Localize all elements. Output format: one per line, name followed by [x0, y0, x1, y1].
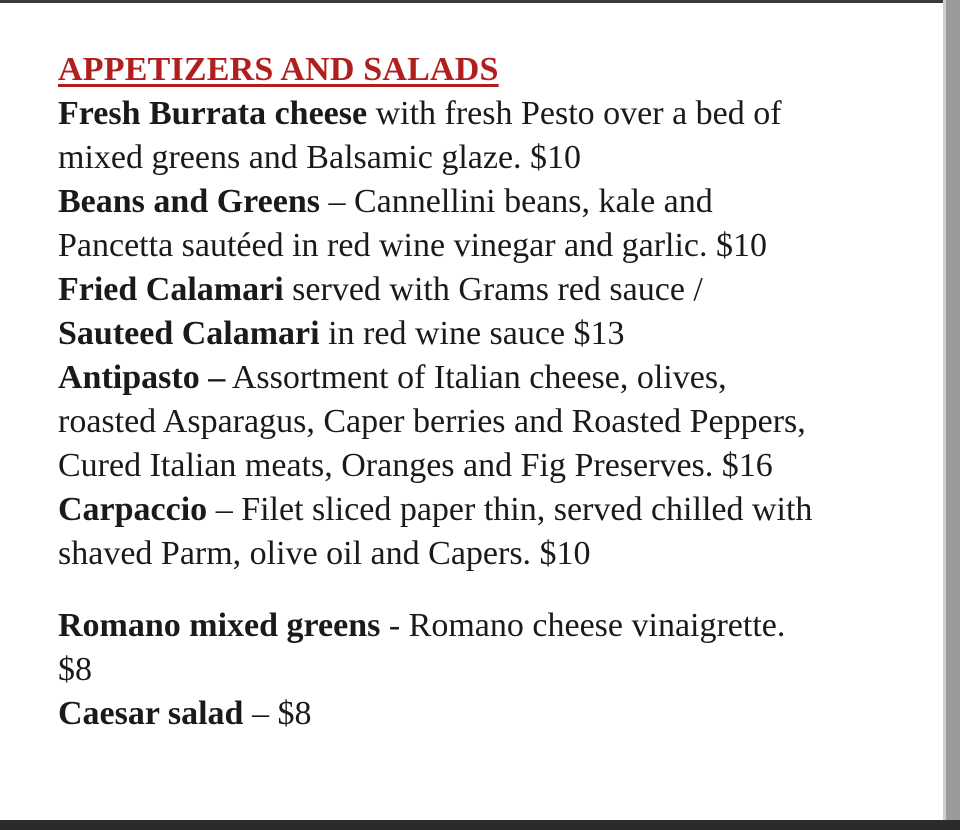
menu-line [58, 268, 918, 312]
menu-line [58, 312, 918, 356]
menu-line [58, 488, 918, 532]
item-name: Sauteed Calamari [58, 315, 320, 352]
item-description: roasted Asparagus, Caper berries and Roasted Peppers, [58, 403, 806, 440]
item-description: – Filet sliced paper thin, served chilled with [207, 491, 813, 528]
section-spacer [58, 576, 918, 604]
menu-page [58, 48, 918, 736]
menu-line [58, 400, 918, 444]
item-name: Carpaccio [58, 491, 208, 528]
item-description: shaved Parm, olive oil and Capers. $10 [58, 535, 591, 572]
menu-line [58, 532, 918, 576]
item-description: - Romano cheese vinaigrette. [380, 607, 786, 644]
menu-line [58, 648, 918, 692]
item-description: served with Grams red sauce / [283, 271, 703, 308]
menu-line [58, 356, 918, 400]
item-name: Fresh Burrata cheese [58, 95, 368, 132]
item-description: – $8 [243, 695, 312, 732]
appetizer-list [58, 92, 918, 576]
right-scroll-edge [946, 0, 960, 830]
section-heading: APPETIZERS AND SALADS [58, 51, 499, 88]
menu-line [58, 604, 918, 648]
menu-line [58, 92, 918, 136]
item-name: Antipasto – [58, 359, 226, 396]
item-name: Romano mixed greens [58, 607, 381, 644]
top-border [0, 0, 960, 3]
bottom-border [0, 820, 960, 830]
item-description: in red wine sauce $13 [319, 315, 625, 352]
salad-list [58, 604, 918, 736]
menu-line [58, 136, 918, 180]
menu-line [58, 692, 918, 736]
item-description: Assortment of Italian cheese, olives, [225, 359, 727, 396]
menu-line [58, 180, 918, 224]
item-name: Fried Calamari [58, 271, 284, 308]
item-description: Cured Italian meats, Oranges and Fig Preserves. $16 [58, 447, 773, 484]
menu-line [58, 224, 918, 268]
item-description: $8 [58, 651, 92, 688]
menu-line [58, 444, 918, 488]
item-name: Caesar salad [58, 695, 244, 732]
item-description: Pancetta sautéed in red wine vinegar and garlic. $10 [58, 227, 768, 264]
item-description: mixed greens and Balsamic glaze. $10 [58, 139, 582, 176]
item-description: – Cannellini beans, kale and [319, 183, 713, 220]
item-description: with fresh Pesto over a bed of [367, 95, 782, 132]
item-name: Beans and Greens [58, 183, 320, 220]
